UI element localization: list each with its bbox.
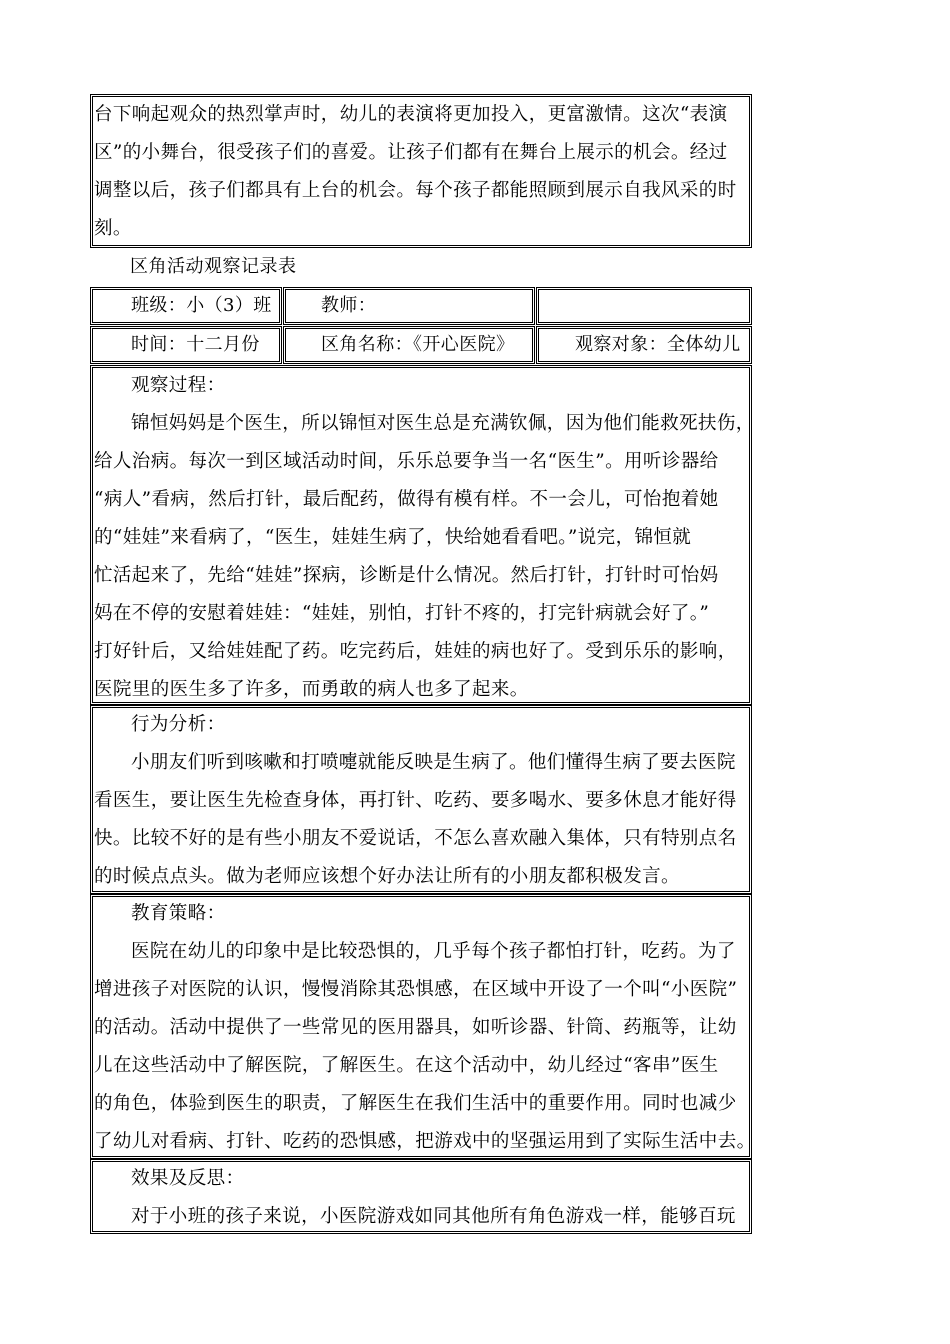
class-label: 班级：小（3）班 bbox=[131, 295, 272, 316]
text-line: 妈在不停的安慰着娃娃：“娃娃，别怕，打针不疼的，打完针病就会好了。” bbox=[94, 603, 710, 624]
text-line: 的“娃娃”来看病了，“医生，娃娃生病了，快给她看看吧。”说完，锦恒就 bbox=[94, 527, 692, 548]
text-line: 医院里的医生多了许多，而勇敢的病人也多了起来。 bbox=[94, 679, 529, 700]
strategy-section bbox=[94, 895, 756, 1161]
text-line: 区”的小舞台，很受孩子们的喜爱。让孩子们都有在舞台上展示的机会。经过 bbox=[94, 142, 728, 163]
text-line: 给人治病。每次一到区域活动时间，乐乐总要争当一名“医生”。用听诊器给 bbox=[94, 451, 719, 472]
header-row-2 bbox=[90, 326, 752, 366]
text-line: 的角色，体验到医生的职责，了解医生在我们生活中的重要作用。同时也减少 bbox=[94, 1093, 737, 1114]
header-row-1 bbox=[90, 287, 752, 327]
text-line: 小朋友们听到咳嗽和打喷嚏就能反映是生病了。他们懂得生病了要去医院 bbox=[131, 752, 736, 773]
text-line: “病人”看病，然后打针，最后配药，做得有模有样。不一会儿，可怡抱着她 bbox=[94, 489, 719, 510]
observation-heading: 观察过程： bbox=[131, 375, 226, 396]
text-line: 的时候点点头。做为老师应该想个好办法让所有的小朋友都积极发言。 bbox=[94, 866, 680, 887]
reflection-section bbox=[94, 1160, 750, 1236]
area-cell bbox=[283, 326, 535, 364]
empty-cell bbox=[536, 287, 752, 325]
text-line: 忙活起来了，先给“娃娃”探病，诊断是什么情况。然后打针，打针时可怡妈 bbox=[94, 565, 719, 586]
text-line: 增进孩子对医院的认识，慢慢消除其恐惧感，在区域中开设了一个叫“小医院” bbox=[94, 979, 738, 1000]
target-cell bbox=[536, 326, 752, 364]
teacher-label: 教师： bbox=[321, 295, 377, 316]
text-line: 看医生，要让医生先检查身体，再打针、吃药、要多喝水、要多休息才能好得 bbox=[94, 790, 737, 811]
table-title: 区角活动观察记录表 bbox=[130, 256, 297, 277]
text-line: 台下响起观众的热烈掌声时，幼儿的表演将更加投入，更富激情。这次“表演 bbox=[94, 104, 728, 125]
time-label: 时间：十二月份 bbox=[131, 334, 260, 355]
text-line: 了幼儿对看病、打针、吃药的恐惧感，把游戏中的坚强运用到了实际生活中去。 bbox=[94, 1131, 756, 1152]
strategy-heading: 教育策略： bbox=[131, 903, 226, 924]
analysis-section bbox=[94, 706, 750, 896]
analysis-heading: 行为分析： bbox=[131, 714, 226, 735]
class-cell bbox=[90, 287, 282, 325]
observation-section bbox=[94, 367, 755, 709]
teacher-cell bbox=[283, 287, 535, 325]
top-section-text bbox=[94, 96, 750, 248]
target-label: 观察对象：全体幼儿 bbox=[575, 334, 741, 355]
text-line: 打好针后，又给娃娃配了药。吃完药后，娃娃的病也好了。受到乐乐的影响， bbox=[94, 641, 737, 662]
text-line: 医院在幼儿的印象中是比较恐惧的，几乎每个孩子都怕打针，吃药。为了 bbox=[131, 941, 736, 962]
time-cell bbox=[90, 326, 282, 364]
area-label: 区角名称：《开心医院》 bbox=[321, 334, 515, 355]
reflection-heading: 效果及反思： bbox=[131, 1168, 245, 1189]
text-line: 刻。 bbox=[94, 218, 132, 239]
text-line: 锦恒妈妈是个医生，所以锦恒对医生总是充满钦佩，因为他们能救死扶伤， bbox=[131, 413, 755, 434]
text-line: 调整以后，孩子们都具有上台的机会。每个孩子都能照顾到展示自我风采的时 bbox=[94, 180, 737, 201]
text-line: 的活动。活动中提供了一些常见的医用器具，如听诊器、针筒、药瓶等，让幼 bbox=[94, 1017, 737, 1038]
text-line: 对于小班的孩子来说，小医院游戏如同其他所有角色游戏一样，能够百玩 bbox=[131, 1206, 736, 1227]
text-line: 儿在这些活动中了解医院，了解医生。在这个活动中，幼儿经过“客串”医生 bbox=[94, 1055, 719, 1076]
text-line: 快。比较不好的是有些小朋友不爱说话，不怎么喜欢融入集体，只有特别点名 bbox=[94, 828, 737, 849]
